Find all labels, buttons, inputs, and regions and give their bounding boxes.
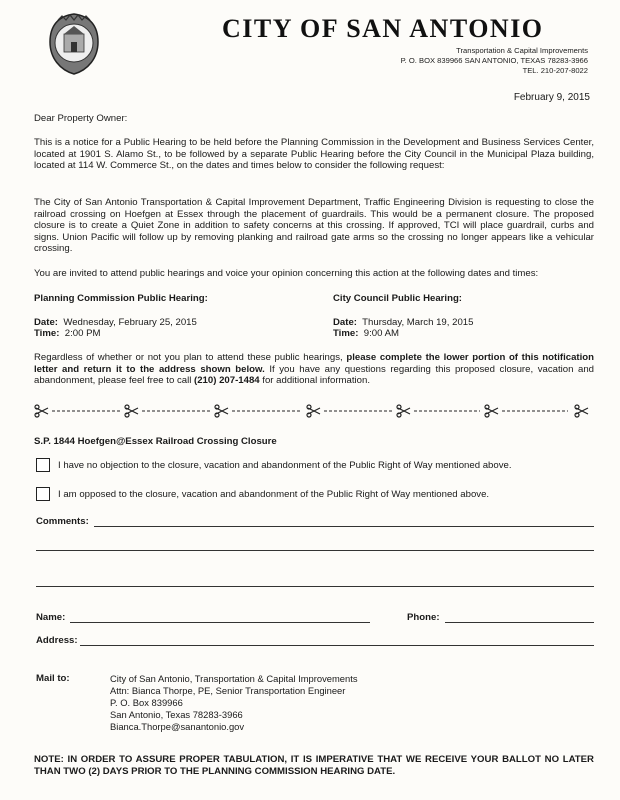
address-label: Address:	[36, 635, 78, 646]
scissors-icon	[307, 405, 320, 417]
salutation: Dear Property Owner:	[34, 113, 128, 124]
comments-field-line-3[interactable]	[36, 586, 594, 587]
name-field[interactable]	[70, 622, 370, 623]
mail-email: Bianca.Thorpe@sanantonio.gov	[110, 721, 245, 732]
planning-time: Time: 2:00 PM	[34, 328, 101, 339]
address-field[interactable]	[80, 645, 594, 646]
phone-label: Phone:	[407, 612, 440, 623]
mail-line: San Antonio, Texas 78283-3966	[110, 709, 243, 720]
council-time: Time: 9:00 AM	[333, 328, 399, 339]
letter-date: February 9, 2015	[513, 92, 590, 103]
planning-heading: Planning Commission Public Hearing:	[34, 293, 208, 304]
mail-to-label: Mail to:	[36, 673, 70, 684]
mail-to-address	[110, 673, 358, 733]
cut-line	[34, 404, 594, 418]
planning-date: Date: Wednesday, February 25, 2015	[34, 317, 197, 328]
paragraph-notice: This is a notice for a Public Hearing to be held before the Planning Commission in the Development and Business Services Center, located at 1901 S. Alamo St., to be followed by a separate Public Hearing before the City Council in the Municipal Plaza building, located at 114 W. Commerce St., on the dates and times below to consider the following request:	[34, 137, 594, 172]
phone-number: TEL. 210-207-8022	[522, 66, 588, 75]
council-heading: City Council Public Hearing:	[333, 293, 462, 304]
scissors-icon	[125, 405, 138, 417]
mail-line: Attn: Bianca Thorpe, PE, Senior Transportation Engineer	[110, 685, 346, 696]
city-seal-icon	[44, 12, 104, 76]
name-label: Name:	[36, 612, 66, 623]
deadline-note: NOTE: IN ORDER TO ASSURE PROPER TABULATION, IT IS IMPERATIVE THAT WE RECEIVE YOUR BALLOT NO LATER THAN TWO (2) DAYS PRIOR TO THE PLANNING COMMISSION HEARING DATE.	[34, 754, 594, 777]
paragraph-invitation: You are invited to attend public hearings and voice your opinion concerning this action at the following dates and times:	[34, 268, 539, 279]
comments-field-line-2[interactable]	[36, 550, 594, 551]
mailing-address: P. O. BOX 839966 SAN ANTONIO, TEXAS 78283-3966	[400, 56, 588, 65]
scissors-icon	[397, 405, 410, 417]
scissors-icon	[485, 405, 498, 417]
option-opposed[interactable]	[36, 487, 489, 501]
no-objection-label: I have no objection to the closure, vacation and abandonment of the Public Right of Way mentioned above.	[58, 459, 512, 471]
opposed-checkbox[interactable]	[36, 487, 50, 501]
mail-line: P. O. Box 839966	[110, 697, 183, 708]
department-name: Transportation & Capital Improvements	[456, 46, 588, 55]
comments-field-line-1[interactable]	[94, 526, 594, 527]
city-name: CITY OF SAN ANTONIO	[222, 14, 544, 43]
option-no-objection[interactable]	[36, 458, 512, 472]
scissors-icon	[35, 405, 48, 417]
council-date: Date: Thursday, March 19, 2015	[333, 317, 474, 328]
opposed-label: I am opposed to the closure, vacation and abandonment of the Public Right of Way mentioned above.	[58, 488, 490, 500]
no-objection-checkbox[interactable]	[36, 458, 50, 472]
paragraph-return-instructions: Regardless of whether or not you plan to attend these public hearings, please complete the lower portion of this notification letter and return it to the address shown below. If you have any questions regarding this proposed closure, vacation and abandonment, please feel free to call (210) 207-1484 for additional information.	[34, 352, 595, 387]
form-subject: S.P. 1844 Hoefgen@Essex Railroad Crossing Closure	[34, 436, 277, 447]
phone-field[interactable]	[445, 622, 594, 623]
scissors-icon	[575, 405, 588, 417]
paragraph-request: The City of San Antonio Transportation & Capital Improvement Department, Traffic Engineering Division is requesting to close the railroad crossing on Hoefgen at Essex through the placement of guardrails. This would be a permanent closure. The proposed closure is to create a Quiet Zone in addition to safety concerns at this crossing. If approved, TCI will place guardrail, curbs and signs. Union Pacific will follow up by removing planking and railroad gate arms so the crossing no longer appears like a vehicular crossing.	[34, 197, 594, 255]
comments-label: Comments:	[36, 516, 89, 527]
scissors-icon	[215, 405, 228, 417]
mail-line: City of San Antonio, Transportation & Capital Improvements	[110, 673, 358, 684]
